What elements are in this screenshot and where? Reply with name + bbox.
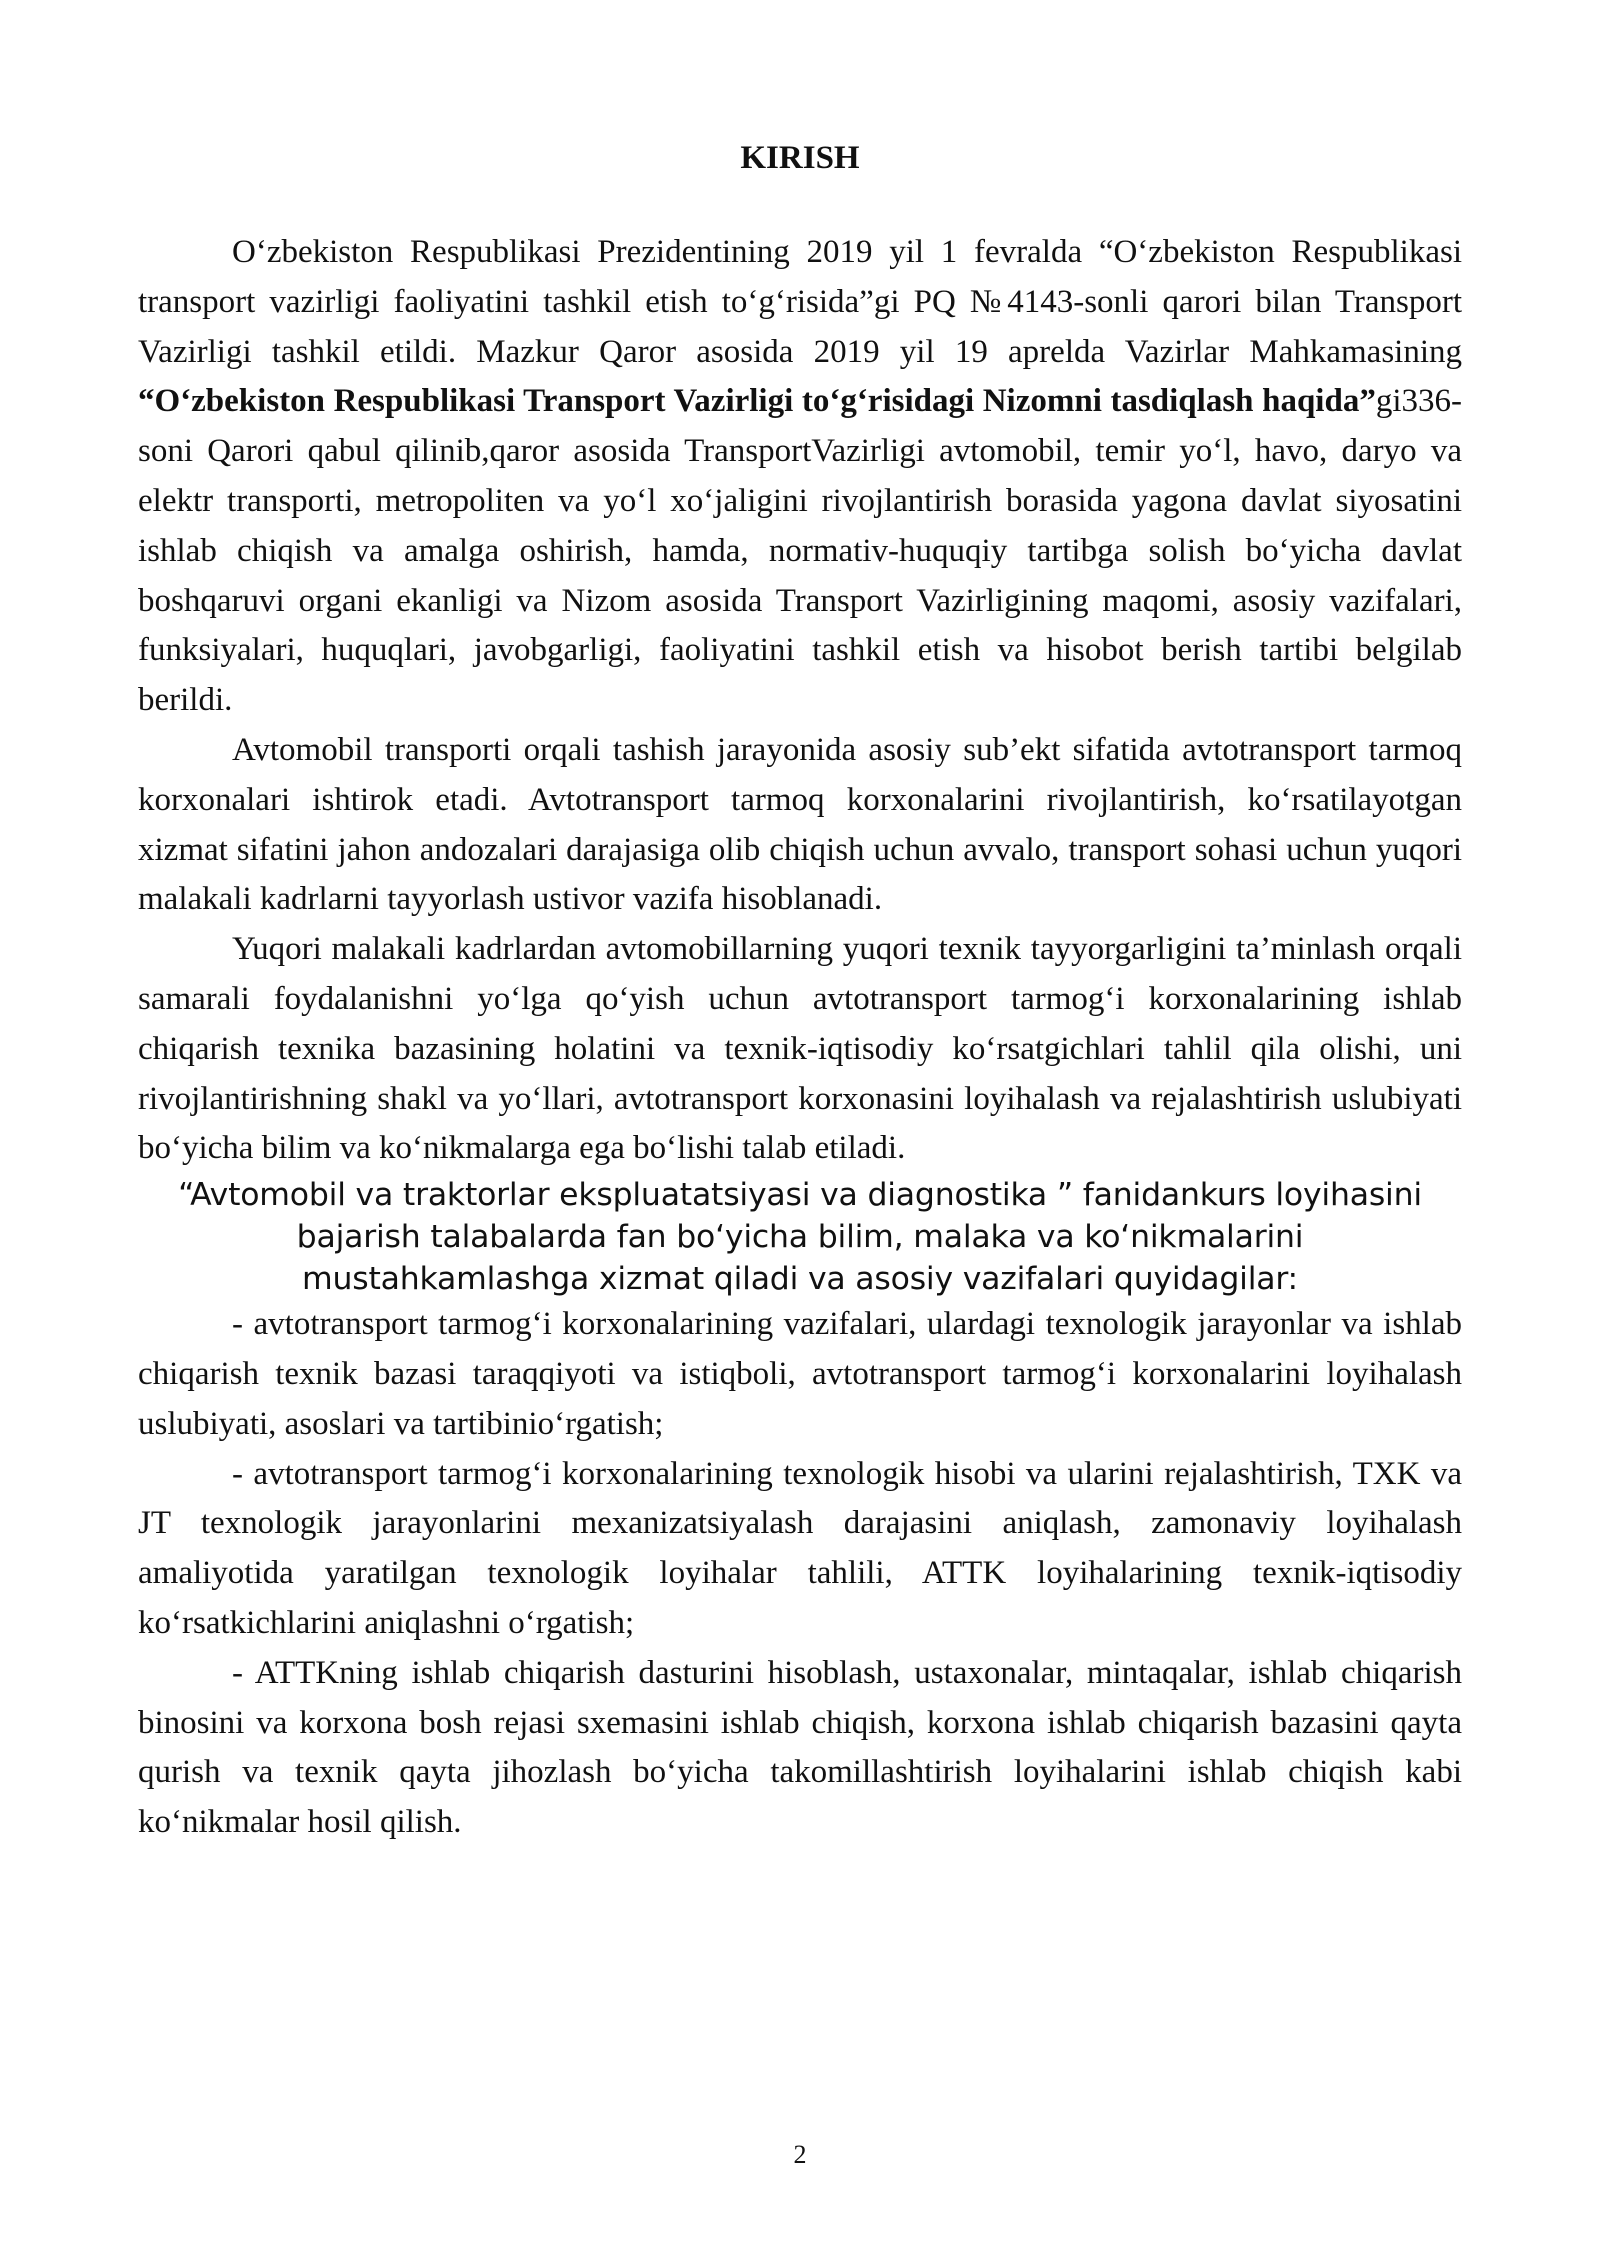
list-item-tasks-1: - avtotransport tarmog‘i korxonalarining vazifalari, ulardagi texnologik jarayonlar va ishlab chiqarish texnik bazasi taraqqiyoti va istiqboli, avtotransport tarmog‘i korxonalarini loyihalash uslubiyati, asoslari va tartibinio‘rgatish;	[138, 1306, 1462, 1442]
paragraph-intro-text-b: gi336-soni Qarori qabul qilinib,qaror asosida TransportVazirligi avtomobil, temir yo‘l, havo, daryo va elektr transporti, metropoliten va yo‘l xo‘jaligini rivojlantirish borasida yagona davlat siyosatini ishlab chiqish va amalga oshirish, hamda, normativ-huquqiy tartibga solish bo‘yicha davlat boshqaruvi organi ekanligi va Nizom asosida Transport Vazirligining maqomi, asosiy vazifalari, funksiyalari, huquqlari, javobgarligi, faoliyatini tashkil etish va hisobot berish tartibi belgilab berildi.	[138, 383, 1462, 719]
list-item-tasks-2: - avtotransport tarmog‘i korxonalarining texnologik hisobi va ularini rejalashtirish, TXK va JT texnologik jarayonlarini mexanizatsiyalash darajasini aniqlash, zamonaviy loyihalash amaliyotida yaratilgan texnologik loyihalar tahlili, ATTK loyihalarining texnik-iqtisodiy ko‘rsatkichlarini aniqlashni o‘rgatish;	[138, 1455, 1462, 1641]
page-number: 2	[793, 2140, 807, 2169]
paragraph-intro-bold: “O‘zbekiston Respublikasi Transport Vazirligi to‘g‘risidagi Nizomni tasdiqlash haqida”	[138, 383, 1376, 420]
page-title: KIRISH	[740, 140, 860, 176]
paragraph-cadres: Yuqori malakali kadrlardan avtomobillarning yuqori texnik tayyorgarligini ta’minlash orqali samarali foydalanishni yo‘lga qo‘yish uchun avtotransport tarmog‘i korxonalarining ishlab chiqarish texnika bazasining holatini va texnik-iqtisodiy ko‘rsatgichlari tahlil qila olishi, uni rivojlantirishning shakl va yo‘llari, avtotransport korxonasini loyihalash va rejalashtirish uslubiyati bo‘yicha bilim va ko‘nikmalarga ega bo‘lishi talab etiladi.	[138, 931, 1462, 1167]
paragraph-intro	[138, 228, 1462, 726]
paragraph-course-project: “Avtomobil va traktorlar ekspluatatsiyasi va diagnostika ” fanidankurs loyihasini bajarish talabalarda fan bo‘yicha bilim, malaka va ko‘nikmalarini mustahkamlashga xizmat qiladi va asosiy vazifalari quyidagilar:	[178, 1177, 1422, 1298]
paragraph-intro-text-a: O‘zbekiston Respublikasi Prezidentining 2019 yil 1 fevralda “O‘zbekiston Respublikasi transport vazirligi faoliyatini tashkil etish to‘g‘risida”gi PQ №4143-sonli qarori bilan Transport Vazirligi tashkil etildi. Mazkur Qaror asosida 2019 yil 19 aprelda Vazirlar Mahkamasining	[138, 234, 1462, 370]
document-body	[138, 228, 1462, 1848]
paragraph-transport: Avtomobil transporti orqali tashish jarayonida asosiy sub’ekt sifatida avtotransport tarmoq korxonalari ishtirok etadi. Avtotransport tarmoq korxonalarini rivojlantirish, ko‘rsatilayotgan xizmat sifatini jahon andozalari darajasiga olib chiqish uchun avvalo, transport sohasi uchun yuqori malakali kadrlarni tayyorlash ustivor vazifa hisoblanadi.	[138, 731, 1462, 918]
list-item-tasks-3: - ATTKning ishlab chiqarish dasturini hisoblash, ustaxonalar, mintaqalar, ishlab chiqarish binosini va korxona bosh rejasi sxemasini ishlab chiqish, korxona ishlab chiqarish bazasini qayta qurish va texnik qayta jihozlash bo‘yicha takomillashtirish loyihalarini ishlab chiqish kabi ko‘nikmalar hosil qilish.	[138, 1654, 1462, 1841]
